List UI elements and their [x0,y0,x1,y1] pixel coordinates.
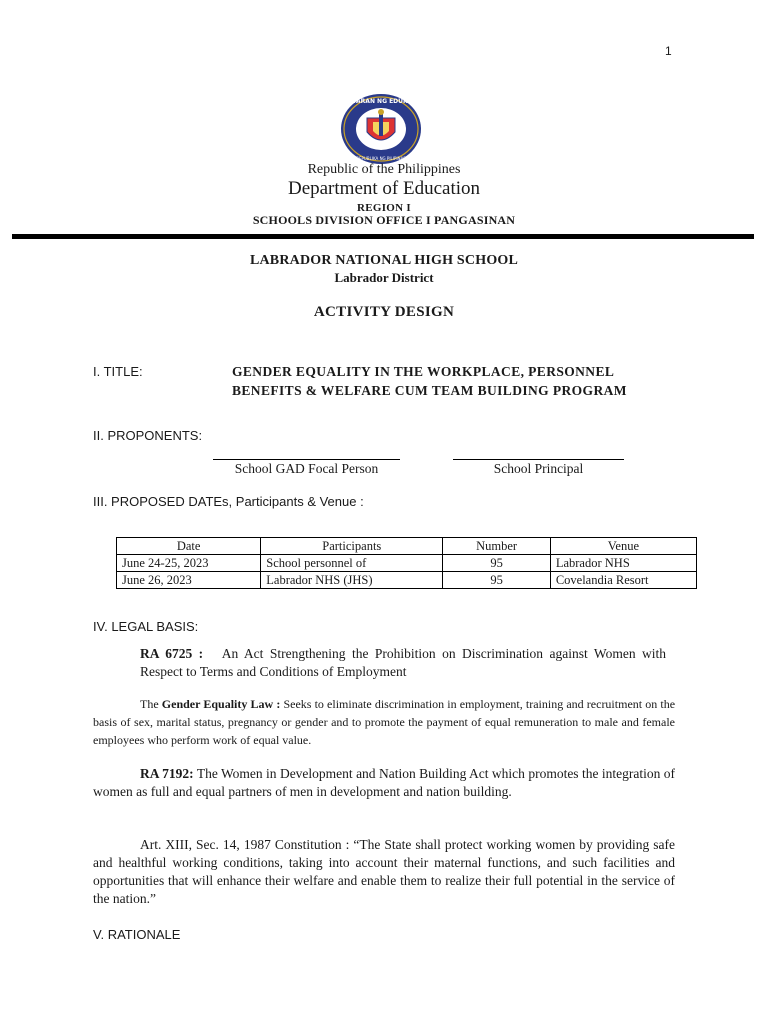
ra7192-paragraph [93,765,675,801]
cell-number: 95 [443,572,551,589]
division-office: SCHOOLS DIVISION OFFICE I PANGASINAN [252,213,516,227]
cell-participants: Labrador NHS (JHS) [261,572,443,589]
signatory-gad-focal: School GAD Focal Person [234,461,379,476]
ra7192-text: The Women in Development and Nation Building Act which promotes the integration of women as full and equal partners of men in development and nation building. [93,766,675,799]
ra6725-paragraph [140,645,666,681]
gender-equality-law-paragraph [93,695,675,749]
district-name: Labrador District [334,270,434,285]
activity-title: GENDER EQUALITY IN THE WORKPLACE, PERSONNEL BENEFITS & WELFARE CUM TEAM BUILDING PROGRAM [232,364,627,398]
cell-participants: School personnel of [261,555,443,572]
document-title: ACTIVITY DESIGN [313,304,455,320]
deped-seal-logo [331,92,431,166]
column-header: Participants [261,538,443,555]
table-row [117,555,697,572]
ra6725-title: RA 6725 : [140,646,204,661]
column-header: Number [443,538,551,555]
cell-venue: Covelandia Resort [550,572,696,589]
section-legal-basis-label: IV. LEGAL BASIS: [93,619,199,634]
section-rationale-label: V. RATIONALE [93,927,181,942]
cell-venue: Labrador NHS [550,555,696,572]
section-dates-label: III. PROPOSED DATEs, Participants & Venue : [93,494,364,509]
constitution-paragraph: Art. XIII, Sec. 14, 1987 Constitution : “The State shall protect working women by providing safe and healthful working conditions, taking into account their maternal functions, and such facilities and opportunities that will enhance their welfare and enable them to realize their full potential in the service of the nation.” [93,837,675,906]
gel-prefix: The [140,697,159,711]
header-rule [12,234,754,239]
cell-date: June 24-25, 2023 [117,555,261,572]
page-number: 1 [665,44,672,58]
section-proponents-label: II. PROPONENTS: [93,428,203,443]
school-name: LABRADOR NATIONAL HIGH SCHOOL [249,253,519,268]
republic-line: Republic of the Philippines [307,162,461,177]
column-header: Venue [550,538,696,555]
cell-number: 95 [443,555,551,572]
schedule-table [116,537,697,589]
signatory-principal: School Principal [493,461,584,476]
section-title-label: I. TITLE: [93,364,143,379]
region-name: REGION I [356,202,412,214]
table-row [117,572,697,589]
ra6725-text: An Act Strengthening the Prohibition on Discrimination against Women with Respect to Terms and Conditions of Employment [140,646,667,679]
table-header-row [117,538,697,555]
cell-date: June 26, 2023 [117,572,261,589]
svg-text:REPUBLIKA NG PILIPINAS: REPUBLIKA NG PILIPINAS [356,156,406,161]
gel-text: Seeks to eliminate discrimination in employment, training and recruitment on the basis of sex, marital status, pregnancy or gender and to promote the payment of equal remuneration to male and female employees who perform work of equal value. [93,697,676,747]
svg-text:KAGAWARAN NG EDUKASYON: KAGAWARAN NG EDUKASYON [331,98,431,105]
gel-title: Gender Equality Law : [161,697,281,711]
signature-line-principal [453,459,624,460]
department-name: Department of Education [287,178,481,199]
column-header: Date [117,538,261,555]
signature-line-gad [213,459,400,460]
ra7192-title: RA 7192: [140,766,194,781]
